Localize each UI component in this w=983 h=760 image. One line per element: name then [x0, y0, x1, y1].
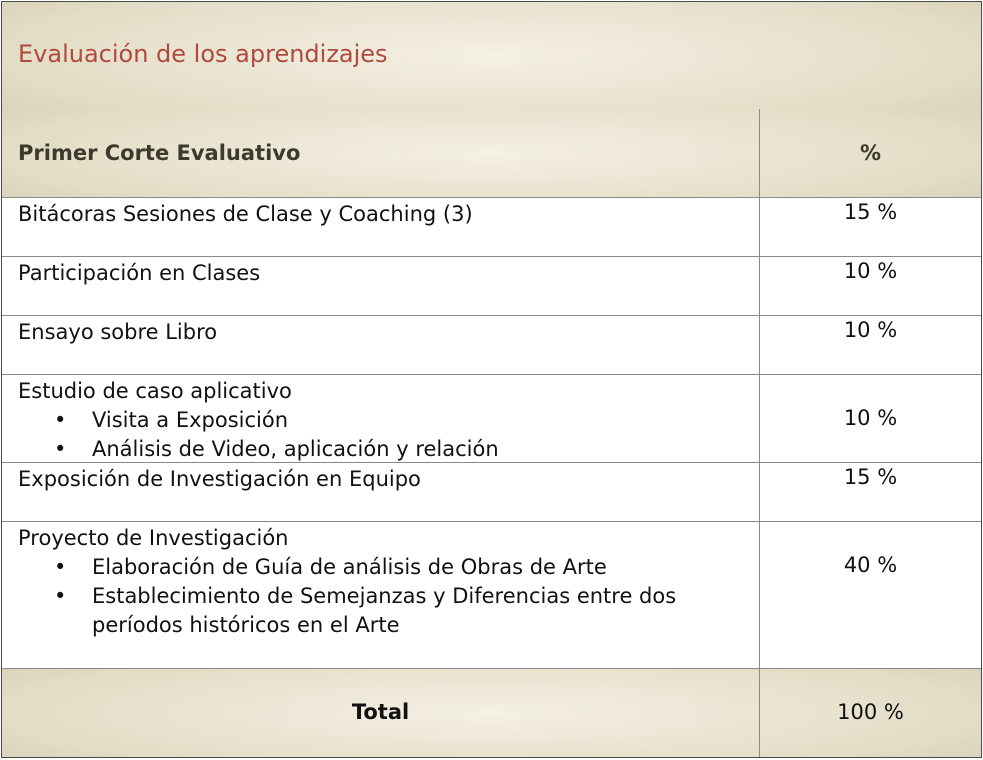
table-row [2, 375, 981, 463]
list-item [54, 582, 759, 611]
table-row [2, 316, 981, 375]
header-percent: % [859, 141, 882, 165]
list-item-continuation [54, 611, 759, 640]
table-title: Evaluación de los aprendizajes [18, 40, 388, 68]
row-percent-cell [760, 463, 981, 521]
row-label: Proyecto de Investigación [18, 526, 289, 550]
bullet-marker: • [54, 584, 67, 608]
list-item-text: Elaboración de Guía de análisis de Obras de Arte [92, 555, 607, 579]
table-row [2, 198, 981, 257]
row-label-cell [2, 463, 760, 521]
total-percent-cell [760, 669, 981, 757]
list-item [54, 553, 759, 582]
bullet-marker: • [54, 437, 67, 461]
total-label: Total [351, 700, 410, 724]
row-percent: 15 % [843, 200, 898, 224]
table-row [2, 522, 981, 669]
row-percent-cell [760, 316, 981, 374]
list-item-text: Análisis de Video, aplicación y relación [92, 437, 499, 461]
total-percent: 100 % [837, 700, 904, 724]
bullet-marker: • [54, 555, 67, 579]
row-label: Exposición de Investigación en Equipo [18, 467, 421, 491]
header-label: Primer Corte Evaluativo [18, 141, 301, 165]
evaluation-table [1, 1, 982, 758]
header-row [2, 109, 981, 198]
table-row [2, 257, 981, 316]
title-band [2, 2, 981, 110]
total-label-cell [2, 669, 760, 757]
row-label-cell [2, 316, 760, 374]
row-percent: 40 % [843, 553, 898, 577]
row-label-cell [2, 375, 760, 462]
row-label: Participación en Clases [18, 261, 261, 285]
list-item [54, 435, 759, 464]
row-percent: 10 % [843, 318, 898, 342]
bullet-marker: • [54, 408, 67, 432]
bullet-list [18, 553, 759, 640]
row-label-cell [2, 522, 760, 668]
list-item-text: períodos históricos en el Arte [92, 613, 400, 637]
row-label: Ensayo sobre Libro [18, 320, 218, 344]
list-item [54, 406, 759, 435]
list-item-text: Visita a Exposición [92, 408, 289, 432]
row-percent-cell [760, 522, 981, 668]
row-percent: 10 % [843, 259, 898, 283]
row-percent-cell [760, 257, 981, 315]
row-label: Estudio de caso aplicativo [18, 379, 292, 403]
row-label-cell [2, 257, 760, 315]
header-right-cell [760, 109, 981, 197]
row-percent-cell [760, 375, 981, 462]
row-percent: 15 % [843, 465, 898, 489]
total-row [2, 669, 981, 757]
table-row [2, 463, 981, 522]
row-label: Bitácoras Sesiones de Clase y Coaching (3) [18, 202, 473, 226]
bullet-list [18, 406, 759, 464]
row-percent: 10 % [843, 406, 898, 430]
header-left-cell [2, 109, 760, 197]
list-item-text: Establecimiento de Semejanzas y Diferencias entre dos [92, 584, 677, 608]
row-label-cell [2, 198, 760, 256]
row-percent-cell [760, 198, 981, 256]
